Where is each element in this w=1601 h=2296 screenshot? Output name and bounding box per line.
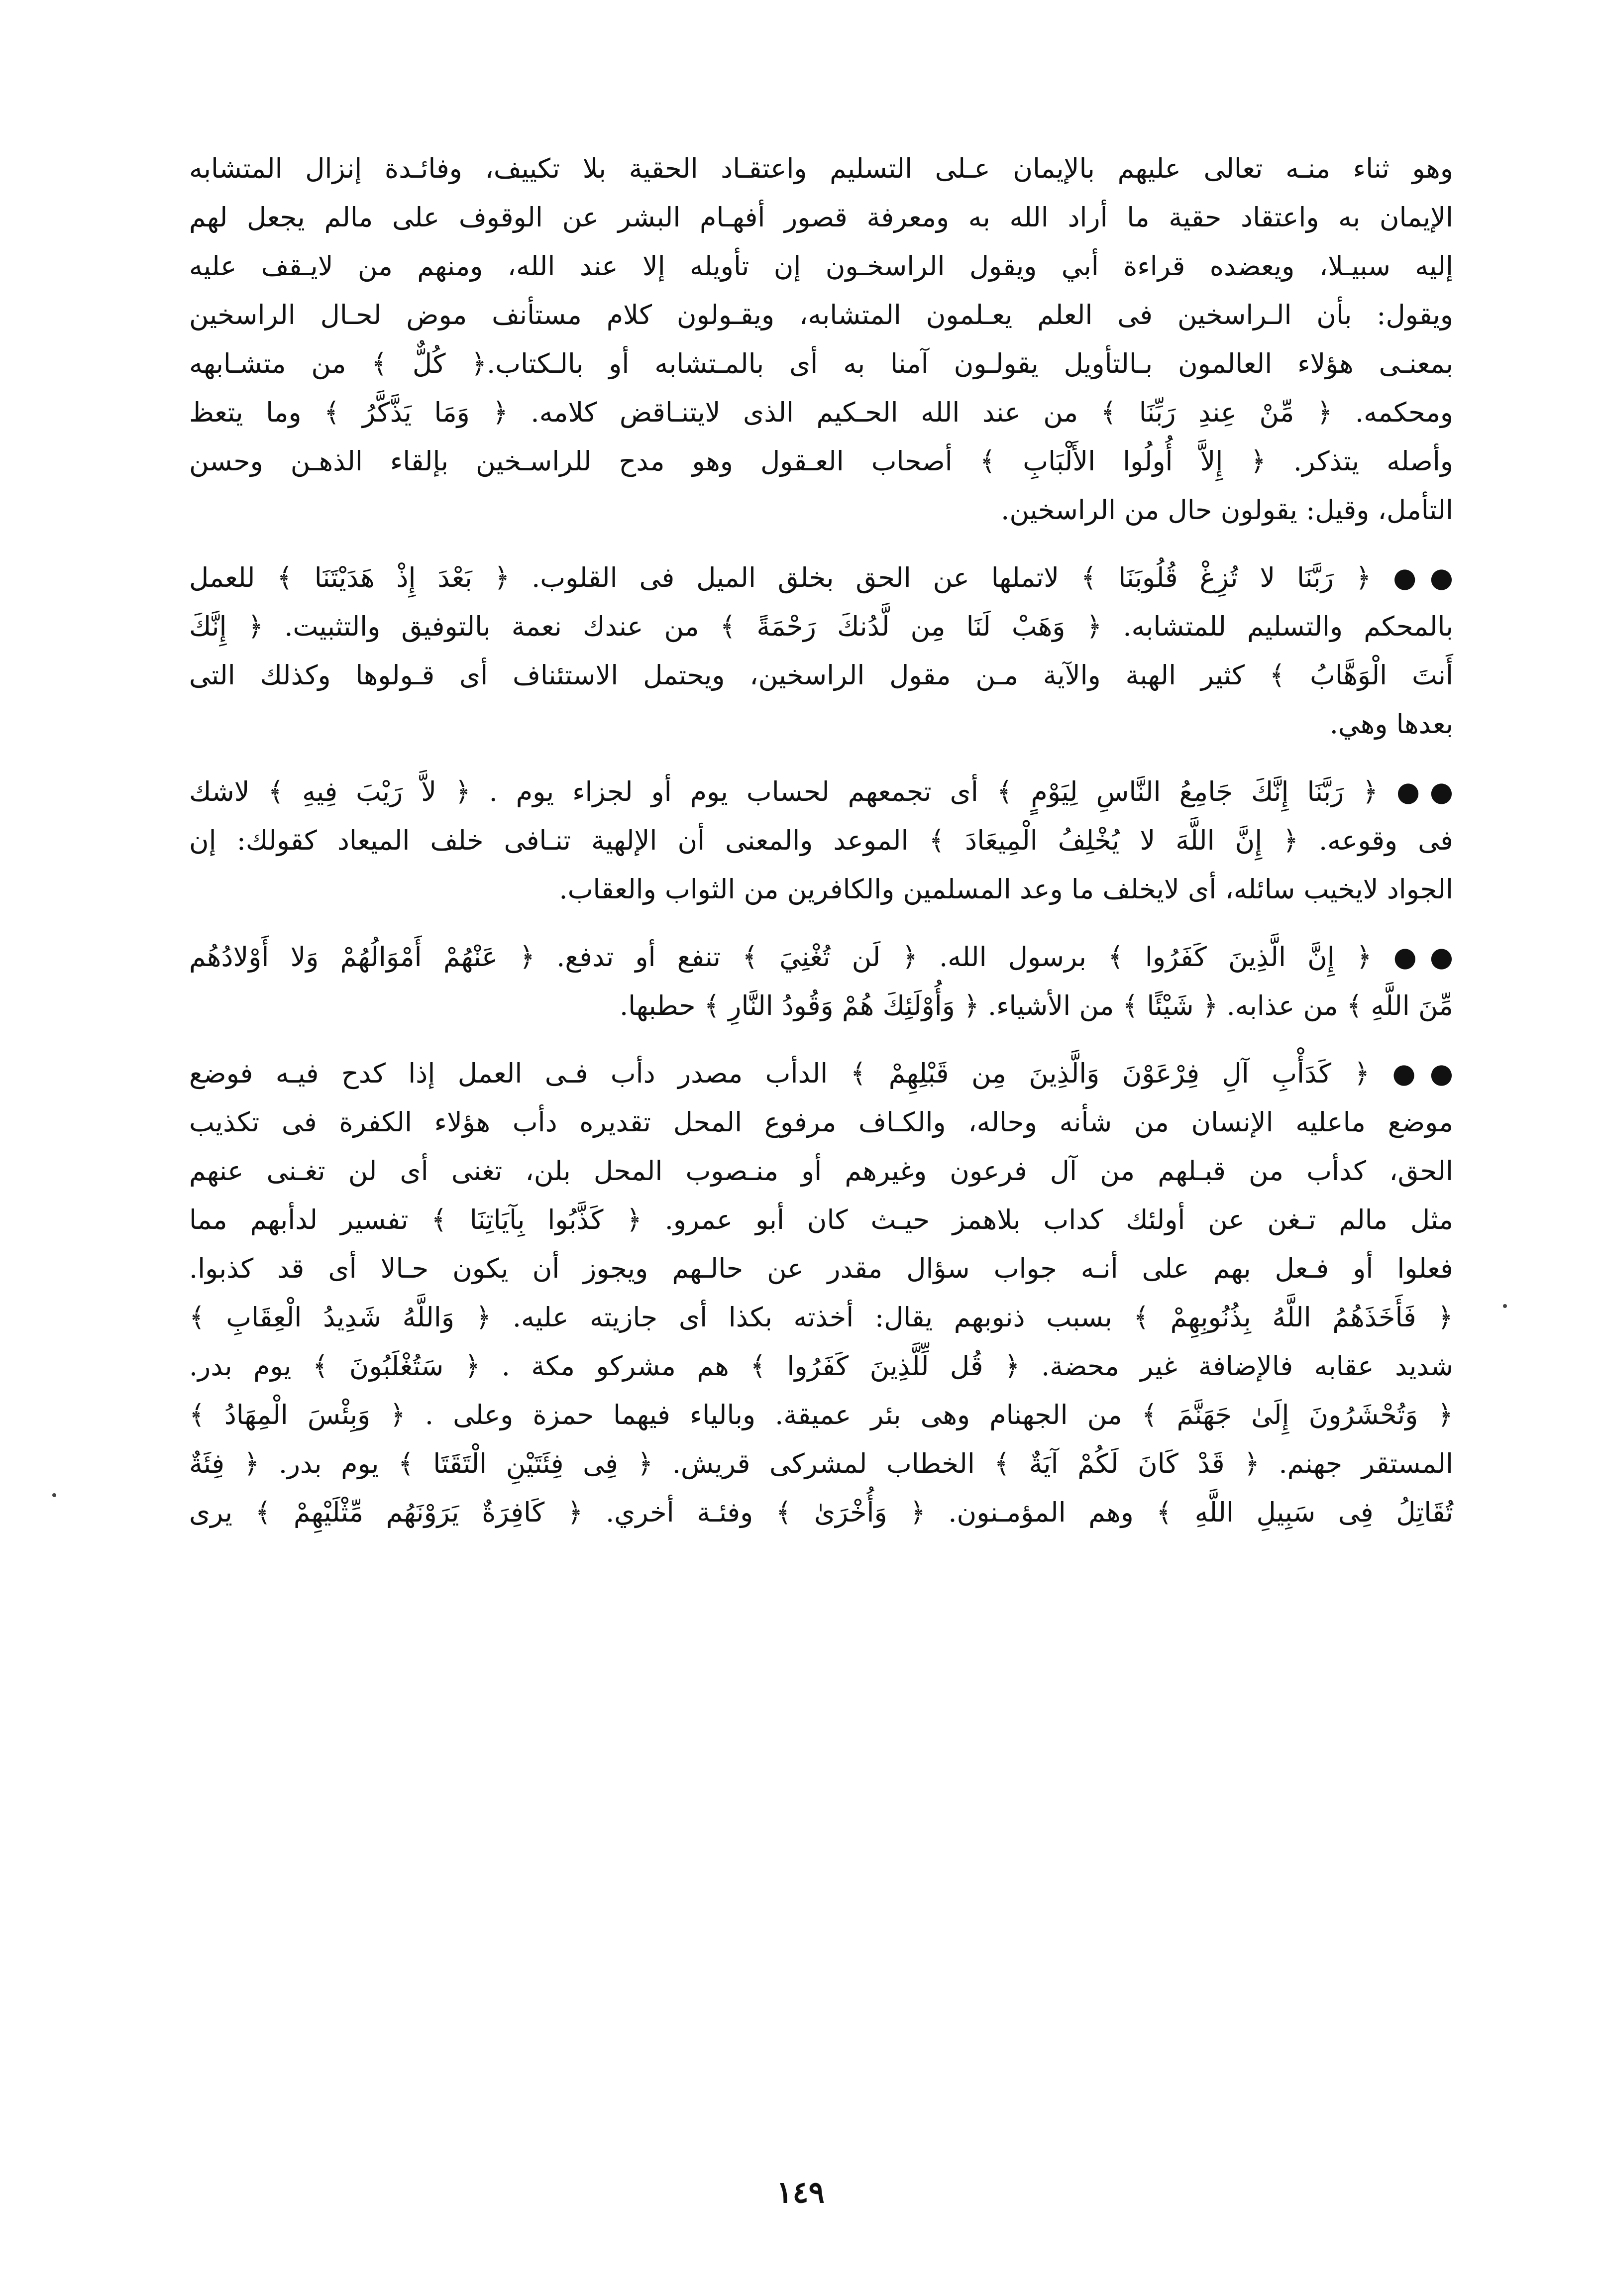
text-line: ومحكمه. ﴿ مِّنْ عِندِ رَبِّنَا ﴾ من عند الله الحـكيم الذى لايتنـاقض كلامه. ﴿ وَمَا يَذَّكَّرُ ﴾ وما يتعظ <box>189 397 1453 428</box>
text-line: بالمحكم والتسليم للمتشابه. ﴿ وَهَبْ لَنَا مِن لَّدُنكَ رَحْمَةً ﴾ من عندك نعمة بالتوفيق والتثبيت. ﴿ إِنَّكَ <box>189 611 1453 642</box>
text-line: إليه سبيـلا، ويعضده قراءة أبي ويقول الراسخـون إن تأويله إلا عند الله، ومنهم من لايـقف عليه <box>189 250 1453 282</box>
text-line: المستقر جهنم. ﴿ قَدْ كَانَ لَكُمْ آيَةٌ ﴾ الخطاب لمشركى قريش. ﴿ فِى فِئَتَيْنِ الْتَقَتَا ﴾ يوم بدر. ﴿ فِئَةٌ <box>189 1448 1453 1479</box>
text-line: ﴿ فَأَخَذَهُمُ اللَّهُ بِذُنُوبِهِمْ ﴾ بسبب ذنوبهم يقال: أخذته بكذا أى جازيته عليه. ﴿ وَاللَّهُ شَدِيدُ الْعِقَابِ ﴾ <box>189 1302 1453 1333</box>
paragraph-3 <box>189 767 1453 914</box>
text-line: بعدها وهي. <box>1329 708 1453 740</box>
text-line: تُقَاتِلُ فِى سَبِيلِ اللَّهِ ﴾ وهم المؤمـنون. ﴿ وَأُخْرَىٰ ﴾ وفئـة أخري. ﴿ كَافِرَةٌ يَرَوْنَهُم مِّثْلَيْهِمْ ﴾ يرى <box>189 1497 1453 1528</box>
text-line: الحق، كدأب من قبـلهم من آل فرعون وغيرهم أو منـصوب المحل بلن، تغنى أى لن تغـنى عنهم <box>189 1155 1453 1187</box>
scan-speck <box>1503 1304 1507 1308</box>
text-line: وهو ثناء منـه تعالى عليهم بالإيمان عـلى التسليم واعتقـاد الحقية بلا تكييف، وفائـدة إنزال المتشابه <box>189 153 1453 184</box>
text-line: ●● ﴿ رَبَّنَا إِنَّكَ جَامِعُ النَّاسِ لِيَوْمٍ ﴾ أى تجمعهم لحساب يوم أو لجزاء يوم . ﴿ لاَّ رَيْبَ فِيهِ ﴾ لاشك <box>189 776 1453 807</box>
paragraph-2 <box>189 553 1453 749</box>
paragraph-1 <box>189 144 1453 535</box>
text-line: مِّنَ اللَّهِ ﴾ من عذابه. ﴿ شَيْئًا ﴾ من الأشياء. ﴿ وَأُوْلَئِكَ هُمْ وَقُودُ النَّارِ ﴾ حطبها. <box>619 990 1453 1021</box>
text-line: فى وقوعه. ﴿ إِنَّ اللَّهَ لا يُخْلِفُ الْمِيعَادَ ﴾ الموعد والمعنى أن الإلهية تنـافى خلف الميعاد كقولك: إن <box>189 825 1453 856</box>
text-line: ويقول: بأن الـراسخين فى العلم يعـلمون المتشابه، ويقـولون كلام مستأنف موض لحـال الراسخين <box>189 299 1453 330</box>
text-line: موضع ماعليه الإنسان من شأنه وحاله، والكـاف مرفوع المحل تقديره دأب هؤلاء الكفرة فى تكذيب <box>189 1106 1453 1138</box>
text-line: أَنتَ الْوَهَّابُ ﴾ كثير الهبة والآية مـن مقول الراسخين، ويحتمل الاستئناف أى قـولوها وكذلك التى <box>189 659 1453 691</box>
text-line: التأمل، وقيل: يقولون حال من الراسخين. <box>1001 494 1453 526</box>
text-line: ﴿ وَتُحْشَرُونَ إِلَىٰ جَهَنَّمَ ﴾ من الجهنام وهى بئر عميقة. وبالياء فيهما حمزة وعلى . ﴿ وَبِئْسَ الْمِهَادُ ﴾ <box>189 1399 1453 1430</box>
scan-speck <box>52 1493 56 1497</box>
text-line: الإيمان به واعتقاد حقية ما أراد الله به ومعرفة قصور أفهـام البشر عن الوقوف على مالم يجعل لهم <box>189 202 1453 233</box>
text-line: فعلوا أو فـعل بهم على أنـه جواب سؤال مقدر عن حالـهم ويجوز أن يكون حـالا أى قد كذبوا. <box>189 1253 1453 1284</box>
text-line: وأصله يتذكر. ﴿ إِلاَّ أُولُوا الأَلْبَابِ ﴾ أصحاب العـقول وهو مدح للراسـخين بإلقاء الذهـن وحسن <box>189 445 1453 477</box>
body-text <box>189 144 1453 1556</box>
text-line: الجواد لايخيب سائله، أى لايخلف ما وعد المسلمين والكافرين من الثواب والعقاب. <box>559 874 1453 905</box>
text-line: ●● ﴿ كَدَأْبِ آلِ فِرْعَوْنَ وَالَّذِينَ مِن قَبْلِهِمْ ﴾ الدأب مصدر دأب فـى العمل إذا كدح فيـه فوضع <box>189 1058 1453 1089</box>
text-line: ●● ﴿ إِنَّ الَّذِينَ كَفَرُوا ﴾ برسول الله. ﴿ لَن تُغْنِيَ ﴾ تنفع أو تدفع. ﴿ عَنْهُمْ أَمْوَالُهُمْ وَلا أَوْلادُهُم <box>189 941 1453 973</box>
paragraph-4 <box>189 933 1453 1030</box>
paragraph-5 <box>189 1049 1453 1537</box>
text-line: بمعنـى هؤلاء العالمون بـالتأويل يقولـون آمنا به أى بالمـتشابه أو بالـكتاب.﴿ كُلٌّ ﴾ من متشـابهه <box>189 348 1453 379</box>
text-line: شديد عقابه فالإضافة غير محضة. ﴿ قُل لِّلَّذِينَ كَفَرُوا ﴾ هم مشركو مكة . ﴿ سَتُغْلَبُونَ ﴾ يوم بدر. <box>189 1350 1453 1382</box>
text-line: مثل مالم تـغن عن أولئك كداب بلاهمز حيـث كان أبو عمرو. ﴿ كَذَّبُوا بِآيَاتِنَا ﴾ تفسير لدأبهم مما <box>189 1204 1453 1235</box>
text-line: ●● ﴿ رَبَّنَا لا تُزِغْ قُلُوبَنَا ﴾ لاتملها عن الحق بخلق الميل فى القلوب. ﴿ بَعْدَ إِذْ هَدَيْتَنَا ﴾ للعمل <box>189 562 1453 593</box>
page-number: ١٤٩ <box>776 2175 825 2210</box>
